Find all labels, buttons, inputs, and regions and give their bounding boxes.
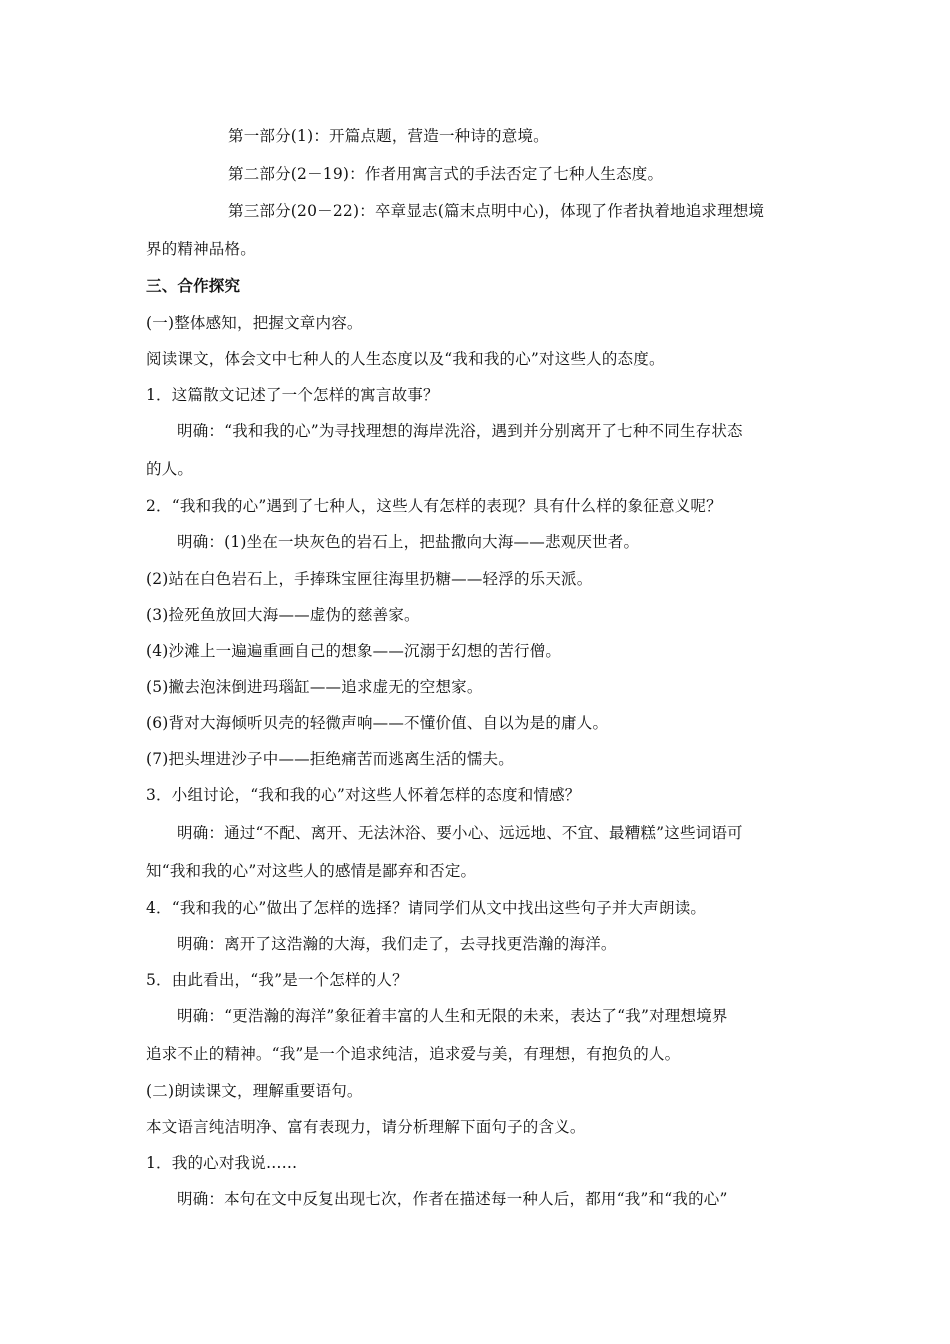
list-item: (3)捡死鱼放回大海——虚伪的慈善家。 [146,606,420,624]
section-heading: 三、合作探究 [146,277,241,295]
list-item: (2)站在白色岩石上，手捧珠宝匣往海里扔糖——轻浮的乐天派。 [146,570,593,588]
text-line: 界的精神品格。 [146,240,256,258]
question-item: 1．这篇散文记述了一个怎样的寓言故事？ [146,386,439,404]
answer-line: 明确：(1)坐在一块灰色的岩石上，把盐撒向大海——悲观厌世者。 [177,533,640,551]
answer-line: 明确：“更浩瀚的海洋”象征着丰富的人生和无限的未来，表达了“我”对理想境界 [177,1007,728,1025]
question-item: 2．“我和我的心”遇到了七种人，这些人有怎样的表现？具有什么样的象征意义呢？ [146,497,722,515]
text-line: 第一部分(1)：开篇点题，营造一种诗的意境。 [228,127,549,145]
text-line: 本文语言纯洁明净、富有表现力，请分析理解下面句子的含义。 [146,1118,586,1136]
answer-line: 明确：本句在文中反复出现七次，作者在描述每一种人后，都用“我”和“我的心” [177,1190,728,1208]
subsection-heading: (二)朗读课文，理解重要语句。 [146,1082,363,1100]
text-line: 第二部分(2－19)：作者用寓言式的手法否定了七种人生态度。 [228,165,664,183]
question-item: 1．我的心对我说…… [146,1154,298,1172]
question-item: 3．小组讨论，“我和我的心”对这些人怀着怎样的态度和情感？ [146,786,581,804]
text-line: 阅读课文，体会文中七种人的人生态度以及“我和我的心”对这些人的态度。 [146,350,665,368]
list-item: (7)把头埋进沙子中——拒绝痛苦而逃离生活的懦夫。 [146,750,514,768]
list-item: (6)背对大海倾听贝壳的轻微声响——不懂价值、自以为是的庸人。 [146,714,609,732]
list-item: (4)沙滩上一遍遍重画自己的想象——沉溺于幻想的苦行僧。 [146,642,562,660]
text-line: 的人。 [146,460,194,478]
text-line: 追求不止的精神。“我”是一个追求纯洁，追求爱与美，有理想，有抱负的人。 [146,1045,681,1063]
question-item: 5．由此看出，“我”是一个怎样的人？ [146,971,408,989]
list-item: (5)撇去泡沫倒进玛瑙缸——追求虚无的空想家。 [146,678,483,696]
subsection-heading: (一)整体感知，把握文章内容。 [146,314,363,332]
answer-line: 明确：离开了这浩瀚的大海，我们走了，去寻找更浩瀚的海洋。 [177,935,617,953]
answer-line: 明确：“我和我的心”为寻找理想的海岸洗浴，遇到并分别离开了七种不同生存状态 [177,422,743,440]
question-item: 4．“我和我的心”做出了怎样的选择？请同学们从文中找出这些句子并大声朗读。 [146,899,707,917]
text-line: 知“我和我的心”对这些人的感情是鄙弃和否定。 [146,862,477,880]
answer-line: 明确：通过“不配、离开、无法沐浴、要小心、远远地、不宜、最糟糕”这些词语可 [177,824,743,842]
text-line: 第三部分(20－22)：卒章显志(篇末点明中心)，体现了作者执着地追求理想境 [228,202,765,220]
